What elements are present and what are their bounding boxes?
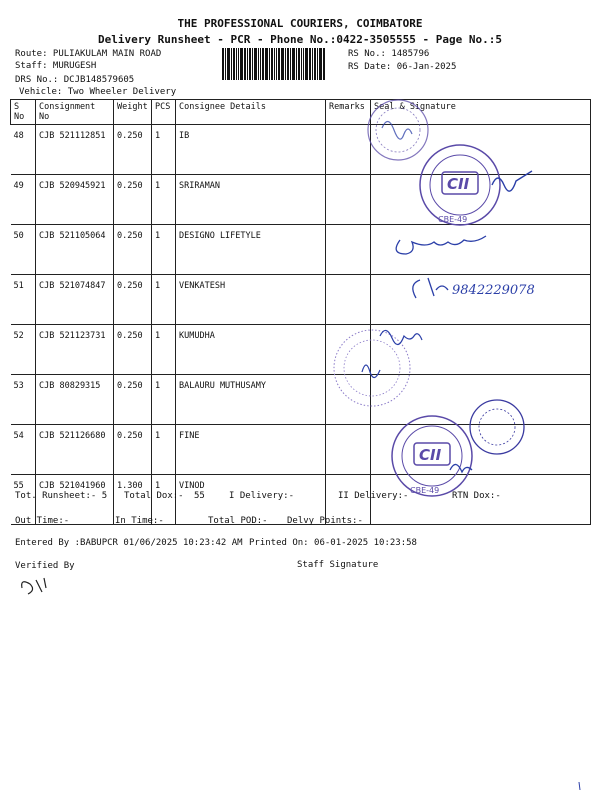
row-consignee: IB	[176, 125, 326, 175]
col-sno: S No	[11, 100, 36, 125]
table-header-row	[11, 100, 591, 125]
entered-by: Entered By :BABUPCR 01/06/2025 10:23:42 AM	[15, 538, 243, 548]
table-row	[11, 125, 591, 175]
rs-number: RS No.: 1485796	[348, 49, 430, 59]
row-sno: 53	[11, 375, 36, 425]
row-weight: 0.250	[114, 325, 152, 375]
handwritten-phone: 9842229078	[452, 283, 535, 298]
row-remarks	[326, 125, 371, 175]
delvy-points: Delvy Points:-	[287, 516, 363, 526]
row-consignment: CJB 521123731	[36, 325, 114, 375]
total-pod: Total POD:-	[208, 516, 268, 526]
table-row	[11, 375, 591, 425]
table-row	[11, 225, 591, 275]
row-signature	[371, 425, 591, 475]
company-title: THE PROFESSIONAL COURIERS, COIMBATORE	[177, 17, 423, 30]
row-remarks	[326, 225, 371, 275]
row-pcs: 1	[152, 425, 176, 475]
row-remarks	[326, 375, 371, 425]
row-consignee: VINOD	[176, 475, 326, 525]
row-weight: 1.300	[114, 475, 152, 525]
row-sno: 49	[11, 175, 36, 225]
row-consignment: CJB 520945921	[36, 175, 114, 225]
col-seal-signature: Seal & Signature	[371, 100, 591, 125]
table-row	[11, 425, 591, 475]
row-pcs: 1	[152, 475, 176, 525]
barcode	[222, 48, 340, 80]
row-weight: 0.250	[114, 175, 152, 225]
table-row	[11, 275, 591, 325]
delivery-table	[10, 99, 591, 525]
cii-logo-text-2: CII	[419, 446, 442, 464]
row-consignee: SRIRAMAN	[176, 175, 326, 225]
ii-delivery: II Delivery:-	[338, 491, 409, 501]
row-weight: 0.250	[114, 125, 152, 175]
row-pcs: 1	[152, 225, 176, 275]
cii-code-text: CBE-49	[438, 215, 468, 224]
row-consignment: CJB 80829315	[36, 375, 114, 425]
row-sno: 54	[11, 425, 36, 475]
row-weight: 0.250	[114, 425, 152, 475]
cii-code-text-2: CBE-49	[410, 486, 440, 495]
row-sno: 55	[11, 475, 36, 525]
col-consignee: Consignee Details	[176, 100, 326, 125]
col-consignment: Consignment No	[36, 100, 114, 125]
row-weight: 0.250	[114, 375, 152, 425]
table-row	[11, 175, 591, 225]
row-signature	[371, 175, 591, 225]
row-consignment: CJB 521105064	[36, 225, 114, 275]
row-consignee: VENKATESH	[176, 275, 326, 325]
table-row	[11, 325, 591, 375]
row-sno: 50	[11, 225, 36, 275]
verified-by-label: Verified By	[15, 561, 75, 571]
runsheet-subtitle: Delivery Runsheet - PCR - Phone No.:0422-3505555 - Page No.:5	[98, 33, 502, 46]
row-remarks	[326, 425, 371, 475]
row-sno: 48	[11, 125, 36, 175]
row-signature	[371, 275, 591, 325]
col-weight: Weight	[114, 100, 152, 125]
row-consignee: BALAURU MUTHUSAMY	[176, 375, 326, 425]
signature-verified	[22, 578, 46, 594]
row-remarks	[326, 275, 371, 325]
row-signature	[371, 225, 591, 275]
row-pcs: 1	[152, 125, 176, 175]
margin-mark	[579, 782, 580, 790]
row-remarks	[326, 325, 371, 375]
row-consignment: CJB 521112851	[36, 125, 114, 175]
row-weight: 0.250	[114, 225, 152, 275]
rs-date: RS Date: 06-Jan-2025	[348, 62, 457, 72]
staff-signature-label: Staff Signature	[297, 560, 379, 570]
out-time: Out Time:-	[15, 516, 70, 526]
row-consignment: CJB 521074847	[36, 275, 114, 325]
total-runsheet: Tot. Runsheet:- 5	[15, 491, 108, 501]
row-signature	[371, 125, 591, 175]
row-consignee: DESIGNO LIFETYLE	[176, 225, 326, 275]
row-consignment: CJB 521126680	[36, 425, 114, 475]
col-remarks: Remarks	[326, 100, 371, 125]
row-signature	[371, 325, 591, 375]
staff-label: Staff: MURUGESH	[15, 61, 97, 71]
in-time: In Time:-	[115, 516, 164, 526]
row-pcs: 1	[152, 175, 176, 225]
row-pcs: 1	[152, 325, 176, 375]
row-sno: 52	[11, 325, 36, 375]
row-weight: 0.250	[114, 275, 152, 325]
i-delivery: I Delivery:-	[229, 491, 295, 501]
total-dox-value: 55	[194, 491, 205, 501]
row-remarks	[326, 175, 371, 225]
route-label: Route: PULIAKULAM MAIN ROAD	[15, 49, 162, 59]
cii-logo-text: CII	[447, 175, 470, 193]
rtn-dox: RTN Dox:-	[452, 491, 501, 501]
row-consignee: KUMUDHA	[176, 325, 326, 375]
col-pcs: PCS	[152, 100, 176, 125]
drs-number: DRS No.: DCJB148579605	[15, 75, 135, 85]
total-dox-label: Total Dox:-	[124, 491, 184, 501]
printed-on: Printed On: 06-01-2025 10:23:58	[249, 538, 417, 548]
row-pcs: 1	[152, 375, 176, 425]
row-sno: 51	[11, 275, 36, 325]
row-consignment: CJB 521041960	[36, 475, 114, 525]
row-pcs: 1	[152, 275, 176, 325]
row-signature	[371, 375, 591, 425]
row-consignee: FINE	[176, 425, 326, 475]
vehicle-label: Vehicle: Two Wheeler Delivery	[19, 87, 177, 97]
